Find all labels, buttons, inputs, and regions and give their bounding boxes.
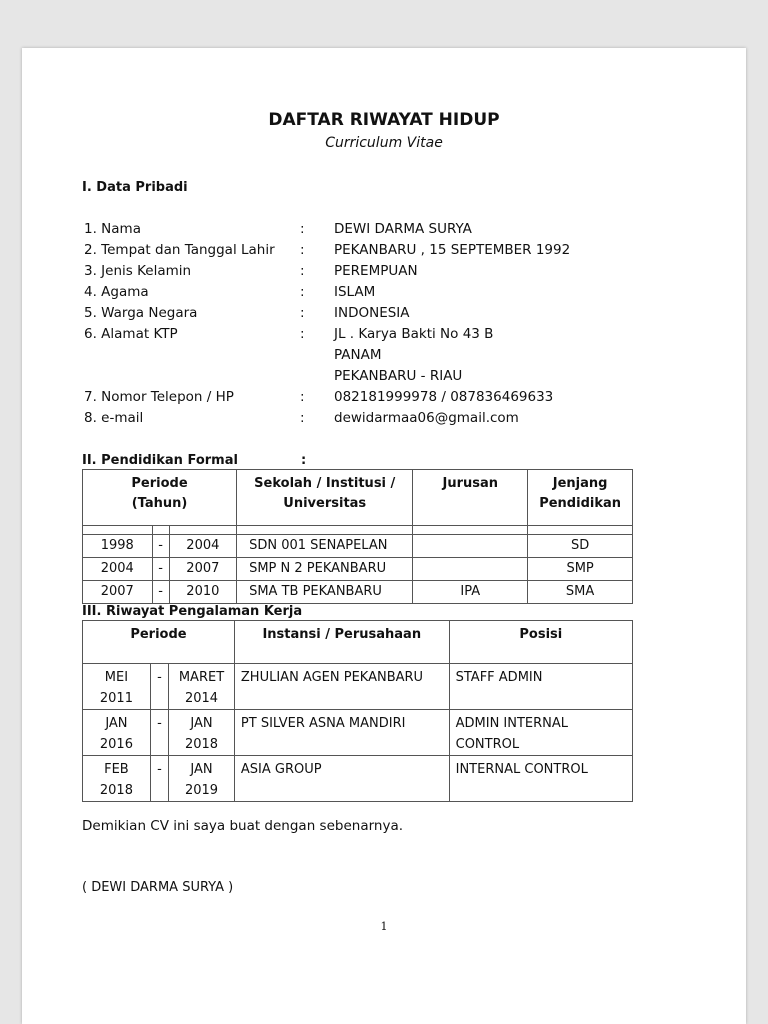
page-number: 1	[380, 920, 388, 933]
field-value-phone: 082181999978 / 087836469633	[334, 389, 554, 405]
field-value-address-line2: PANAM	[334, 347, 382, 363]
field-colon: :	[300, 410, 305, 426]
field-colon: :	[300, 305, 305, 321]
work-table	[82, 620, 633, 802]
field-value-email: dewidarmaa06@gmail.com	[334, 410, 519, 426]
cell-major	[413, 558, 528, 581]
field-value-religion: ISLAM	[334, 284, 376, 300]
section-heading-personal: I. Data Pribadi	[82, 180, 188, 195]
field-colon: :	[300, 389, 305, 405]
table-spacer-row	[83, 526, 633, 535]
field-label-email: 8. e-mail	[84, 410, 144, 426]
cell-major	[413, 535, 528, 558]
cell-to: 2010	[169, 581, 236, 604]
table-row	[83, 558, 633, 581]
cell-from: 2004	[83, 558, 153, 581]
header-work-period: Periode	[83, 621, 235, 664]
field-colon: :	[300, 326, 305, 342]
header-company: Instansi / Perusahaan	[234, 621, 449, 664]
cell-major: IPA	[413, 581, 528, 604]
field-value-address-line1: JL . Karya Bakti No 43 B	[334, 326, 494, 342]
education-table	[82, 469, 633, 604]
cell-company: ASIA GROUP	[234, 756, 449, 802]
cell-level: SD	[528, 535, 633, 558]
field-value-birth: PEKANBARU , 15 SEPTEMBER 1992	[334, 242, 571, 258]
cell-from: 2007	[83, 581, 153, 604]
table-row	[83, 664, 633, 710]
section-heading-education: II. Pendidikan Formal	[82, 453, 238, 468]
cell-level: SMP	[528, 558, 633, 581]
cell-from: MEI 2011	[83, 664, 151, 710]
field-colon: :	[300, 242, 305, 258]
field-colon: :	[300, 221, 305, 237]
cell-dash: -	[152, 535, 169, 558]
cell-dash: -	[152, 558, 169, 581]
document-title: DAFTAR RIWAYAT HIDUP	[268, 110, 500, 130]
cell-to: MARET 2014	[169, 664, 235, 710]
header-level: Jenjang Pendidikan	[528, 470, 633, 526]
field-value-address-line3: PEKANBARU - RIAU	[334, 368, 463, 384]
cell-level: SMA	[528, 581, 633, 604]
field-label-religion: 4. Agama	[84, 284, 149, 300]
field-label-phone: 7. Nomor Telepon / HP	[84, 389, 234, 405]
cell-dash: -	[150, 756, 168, 802]
cell-from: 1998	[83, 535, 153, 558]
cell-school: SDN 001 SENAPELAN	[237, 535, 413, 558]
table-row	[83, 756, 633, 802]
header-position: Posisi	[449, 621, 632, 664]
cell-from: JAN 2016	[83, 710, 151, 756]
signature-name: ( DEWI DARMA SURYA )	[82, 880, 234, 895]
header-school: Sekolah / Institusi / Universitas	[237, 470, 413, 526]
education-heading-colon: :	[301, 453, 307, 468]
table-row	[83, 535, 633, 558]
document-page	[22, 48, 746, 1024]
header-major: Jurusan	[413, 470, 528, 526]
table-row	[83, 581, 633, 604]
document-subtitle: Curriculum Vitae	[325, 135, 443, 151]
cell-to: JAN 2018	[169, 710, 235, 756]
field-label-name: 1. Nama	[84, 221, 141, 237]
field-label-address: 6. Alamat KTP	[84, 326, 178, 342]
cell-dash: -	[152, 581, 169, 604]
cell-to: JAN 2019	[169, 756, 235, 802]
cell-to: 2004	[169, 535, 236, 558]
cell-to: 2007	[169, 558, 236, 581]
field-value-gender: PEREMPUAN	[334, 263, 418, 279]
field-label-gender: 3. Jenis Kelamin	[84, 263, 192, 279]
field-label-citizenship: 5. Warga Negara	[84, 305, 198, 321]
cell-company: PT SILVER ASNA MANDIRI	[234, 710, 449, 756]
closing-statement: Demikian CV ini saya buat dengan sebenarnya.	[82, 818, 404, 834]
cell-from: FEB 2018	[83, 756, 151, 802]
field-colon: :	[300, 284, 305, 300]
field-colon: :	[300, 263, 305, 279]
table-row	[83, 710, 633, 756]
cell-school: SMA TB PEKANBARU	[237, 581, 413, 604]
cell-company: ZHULIAN AGEN PEKANBARU	[234, 664, 449, 710]
field-label-birth: 2. Tempat dan Tanggal Lahir	[84, 242, 275, 258]
section-heading-work: III. Riwayat Pengalaman Kerja	[82, 604, 303, 619]
cell-position: ADMIN INTERNAL CONTROL	[449, 710, 632, 756]
cell-position: STAFF ADMIN	[449, 664, 632, 710]
cell-dash: -	[150, 710, 168, 756]
header-period: Periode (Tahun)	[83, 470, 237, 526]
cell-position: INTERNAL CONTROL	[449, 756, 632, 802]
field-value-name: DEWI DARMA SURYA	[334, 221, 472, 237]
cell-dash: -	[150, 664, 168, 710]
cell-school: SMP N 2 PEKANBARU	[237, 558, 413, 581]
field-value-citizenship: INDONESIA	[334, 305, 410, 321]
